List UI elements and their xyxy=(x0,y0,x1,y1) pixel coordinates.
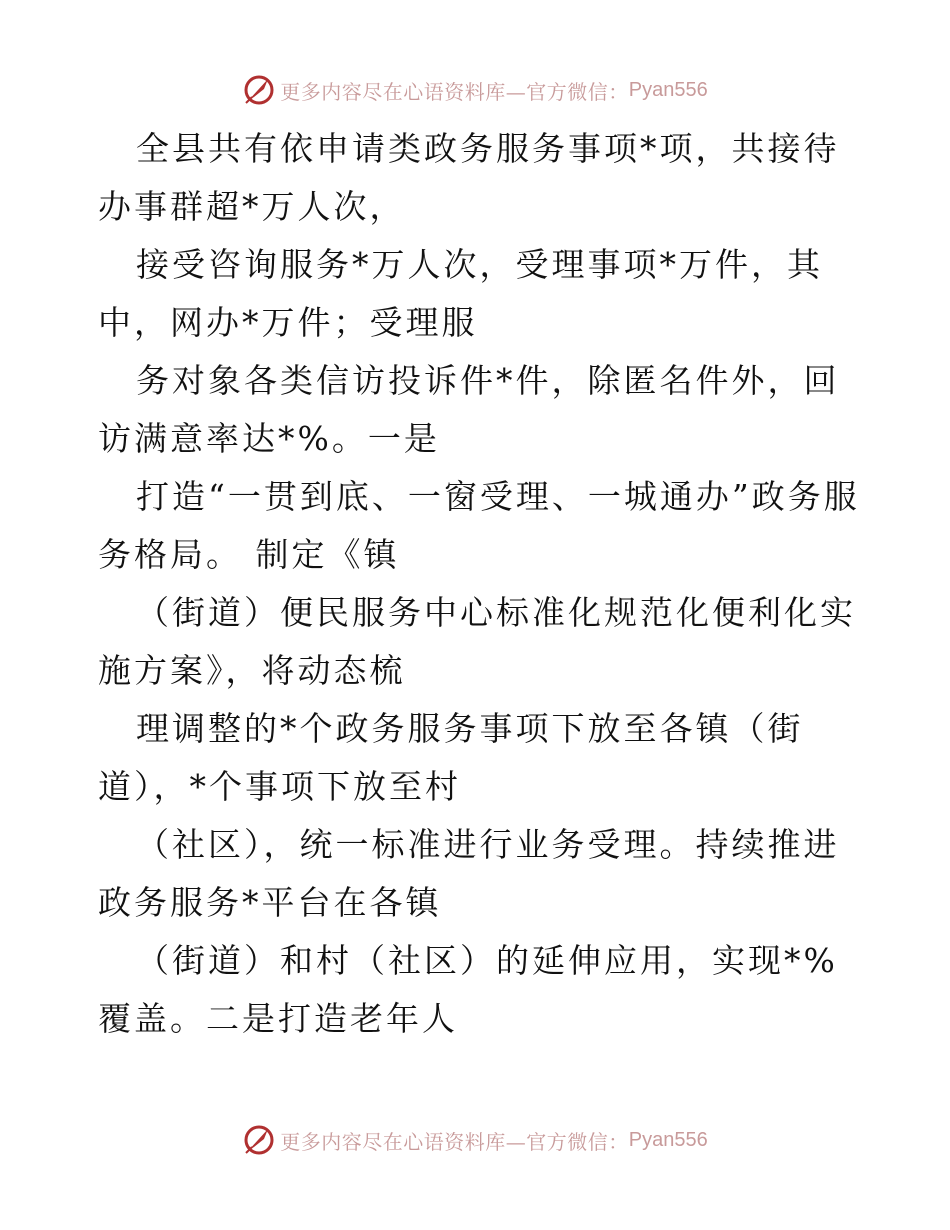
wechat-id: Pyan556 xyxy=(628,1128,708,1151)
paragraph: 全县共有依申请类政务服务事项*项，共接待办事群超*万人次， xyxy=(98,129,840,226)
header-banner xyxy=(0,70,950,110)
paragraph: 打造“一贯到底、一窗受理、一城通办”政务服务格局。 制定《镇 xyxy=(98,477,860,574)
banner-text: 更多内容尽在心语资料库—官方微信： xyxy=(280,1129,629,1154)
quill-logo-icon xyxy=(242,73,276,107)
paragraph: 接受咨询服务*万人次，受理事项*万件，其中，网办*万件；受理服 xyxy=(98,245,823,342)
paragraph: （社区），统一标准进行业务受理。持续推进政务服务*平台在各镇 xyxy=(98,825,840,922)
quill-logo-icon xyxy=(242,1123,276,1157)
paragraph: 理调整的*个政务服务事项下放至各镇（街道），*个事项下放至村 xyxy=(98,709,804,806)
footer-banner xyxy=(0,1120,950,1160)
paragraph: 务对象各类信访投诉件*件，除匿名件外，回访满意率达*%。一是 xyxy=(98,361,840,458)
wechat-id: Pyan556 xyxy=(628,78,708,101)
paragraph: （街道）和村（社区）的延伸应用，实现*%覆盖。二是打造老年人 xyxy=(98,941,838,1038)
document-body xyxy=(98,120,868,1048)
paragraph: （街道）便民服务中心标准化规范化便利化实施方案》，将动态梳 xyxy=(98,593,856,690)
banner-text: 更多内容尽在心语资料库—官方微信： xyxy=(280,79,629,104)
